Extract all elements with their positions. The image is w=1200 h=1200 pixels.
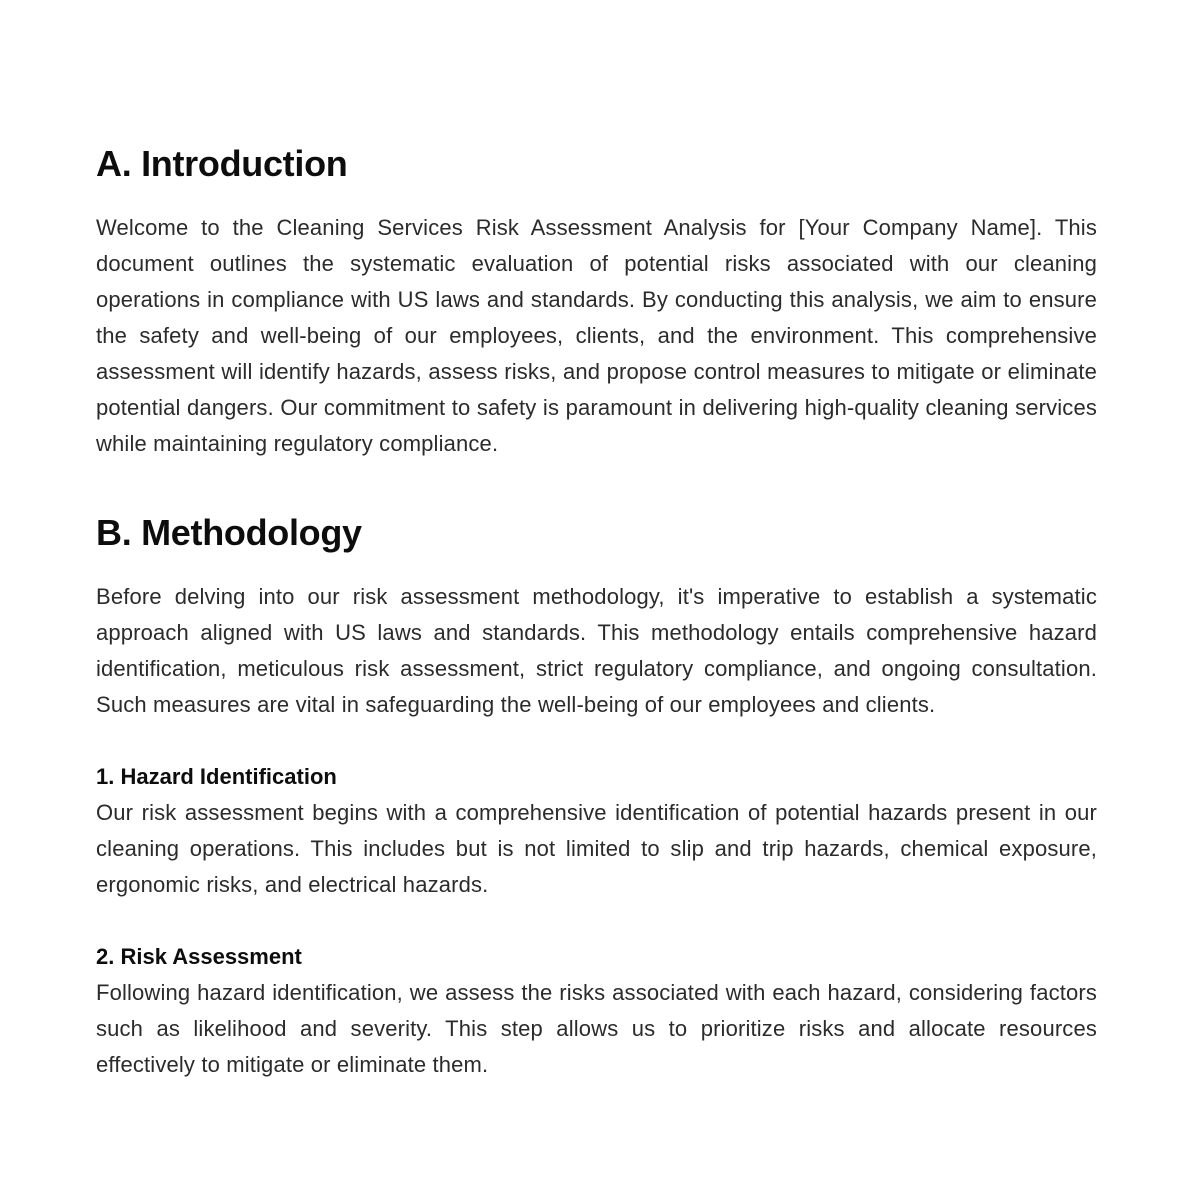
risk-assessment-paragraph: Following hazard identification, we assess the risks associated with each hazard, considering factors such as likelihood and severity. This step allows us to prioritize risks and allocate resources effectively to mitigate or eliminate them. bbox=[96, 980, 1097, 1077]
hazard-identification-paragraph: Our risk assessment begins with a comprehensive identification of potential hazards present in our cleaning operations. This includes but is not limited to slip and trip hazards, chemical exposure, ergonomic risks, and electrical hazards. bbox=[96, 800, 1097, 897]
introduction-section bbox=[96, 138, 1097, 462]
risk-assessment-subsection bbox=[96, 939, 1097, 1083]
introduction-heading: A. Introduction bbox=[96, 143, 348, 184]
hazard-identification-subsection bbox=[96, 759, 1097, 903]
risk-assessment-heading: 2. Risk Assessment bbox=[96, 944, 302, 969]
methodology-heading: B. Methodology bbox=[96, 512, 362, 553]
methodology-section bbox=[96, 507, 1097, 1083]
hazard-identification-heading: 1. Hazard Identification bbox=[96, 764, 337, 789]
introduction-paragraph: Welcome to the Cleaning Services Risk Assessment Analysis for [Your Company Name]. This document outlines the systematic evaluation of potential risks associated with our cleaning operations in compliance with US laws and standards. By conducting this analysis, we aim to ensure the safety and well-being of our employees, clients, and the environment. This comprehensive assessment will identify hazards, assess risks, and propose control measures to mitigate or eliminate potential dangers. Our commitment to safety is paramount in delivering high-quality cleaning services while maintaining regulatory compliance. bbox=[96, 215, 1097, 456]
methodology-paragraph: Before delving into our risk assessment methodology, it's imperative to establish a systematic approach aligned with US laws and standards. This methodology entails comprehensive hazard identification, meticulous risk assessment, strict regulatory compliance, and ongoing consultation. Such measures are vital in safeguarding the well-being of our employees and clients. bbox=[96, 584, 1097, 717]
